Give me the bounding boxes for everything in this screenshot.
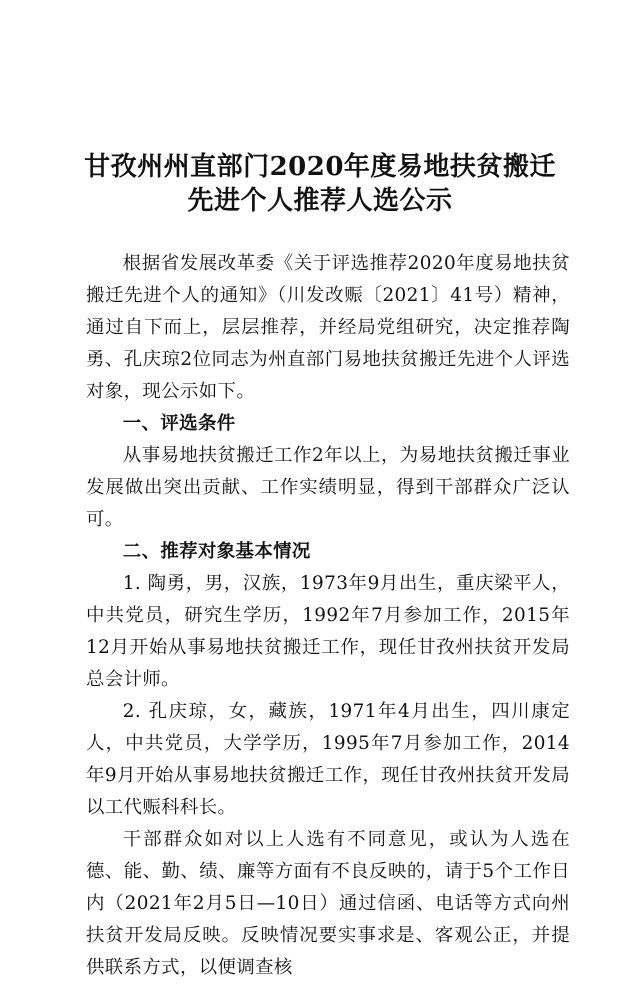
candidate-2-paragraph: 2. 孔庆琼，女，藏族，1971年4月出生，四川康定人，中共党员，大学学历，1995年7月参加工作，2014年9月开始从事易地扶贫搬迁工作，现任甘孜州扶贫开发局以工代赈科科长。 (86, 701, 570, 818)
intro-paragraph: 根据省发展改革委《关于评选推荐2020年度易地扶贫搬迁先进个人的通知》（川发改赈〔2021〕41号）精神，通过自下而上，层层推荐，并经局党组研究，决定推荐陶勇、孔庆琼2位同志为州直部门易地扶贫搬迁先进个人评选对象，现公示如下。 (86, 253, 570, 402)
section-1-heading: 一、评选条件 (122, 413, 236, 434)
document-title-line-2: 先进个人推荐人选公示 (187, 186, 453, 216)
section-2-heading: 二、推荐对象基本情况 (122, 541, 311, 562)
closing-paragraph: 干部群众如对以上人选有不同意见，或认为人选在德、能、勤、绩、廉等方面有不良反映的，请于5个工作日内（2021年2月5日—10日）通过信函、电话等方式向州扶贫开发局反映。反映情况要实事求是、客观公正，并提供联系方式，以便调查核 (86, 829, 570, 978)
section-1-text: 从事易地扶贫搬迁工作2年以上，为易地扶贫搬迁事业发展做出突出贡献、工作实绩明显，得到干部群众广泛认可。 (86, 445, 570, 530)
document-title-line-1: 甘孜州州直部门2020年度易地扶贫搬迁 (84, 152, 556, 182)
document-body (86, 248, 570, 984)
candidate-1-paragraph: 1. 陶勇，男，汉族，1973年9月出生，重庆梁平人，中共党员，研究生学历，1992年7月参加工作，2015年12月开始从事易地扶贫搬迁工作，现任甘孜州扶贫开发局总会计师。 (86, 573, 570, 690)
